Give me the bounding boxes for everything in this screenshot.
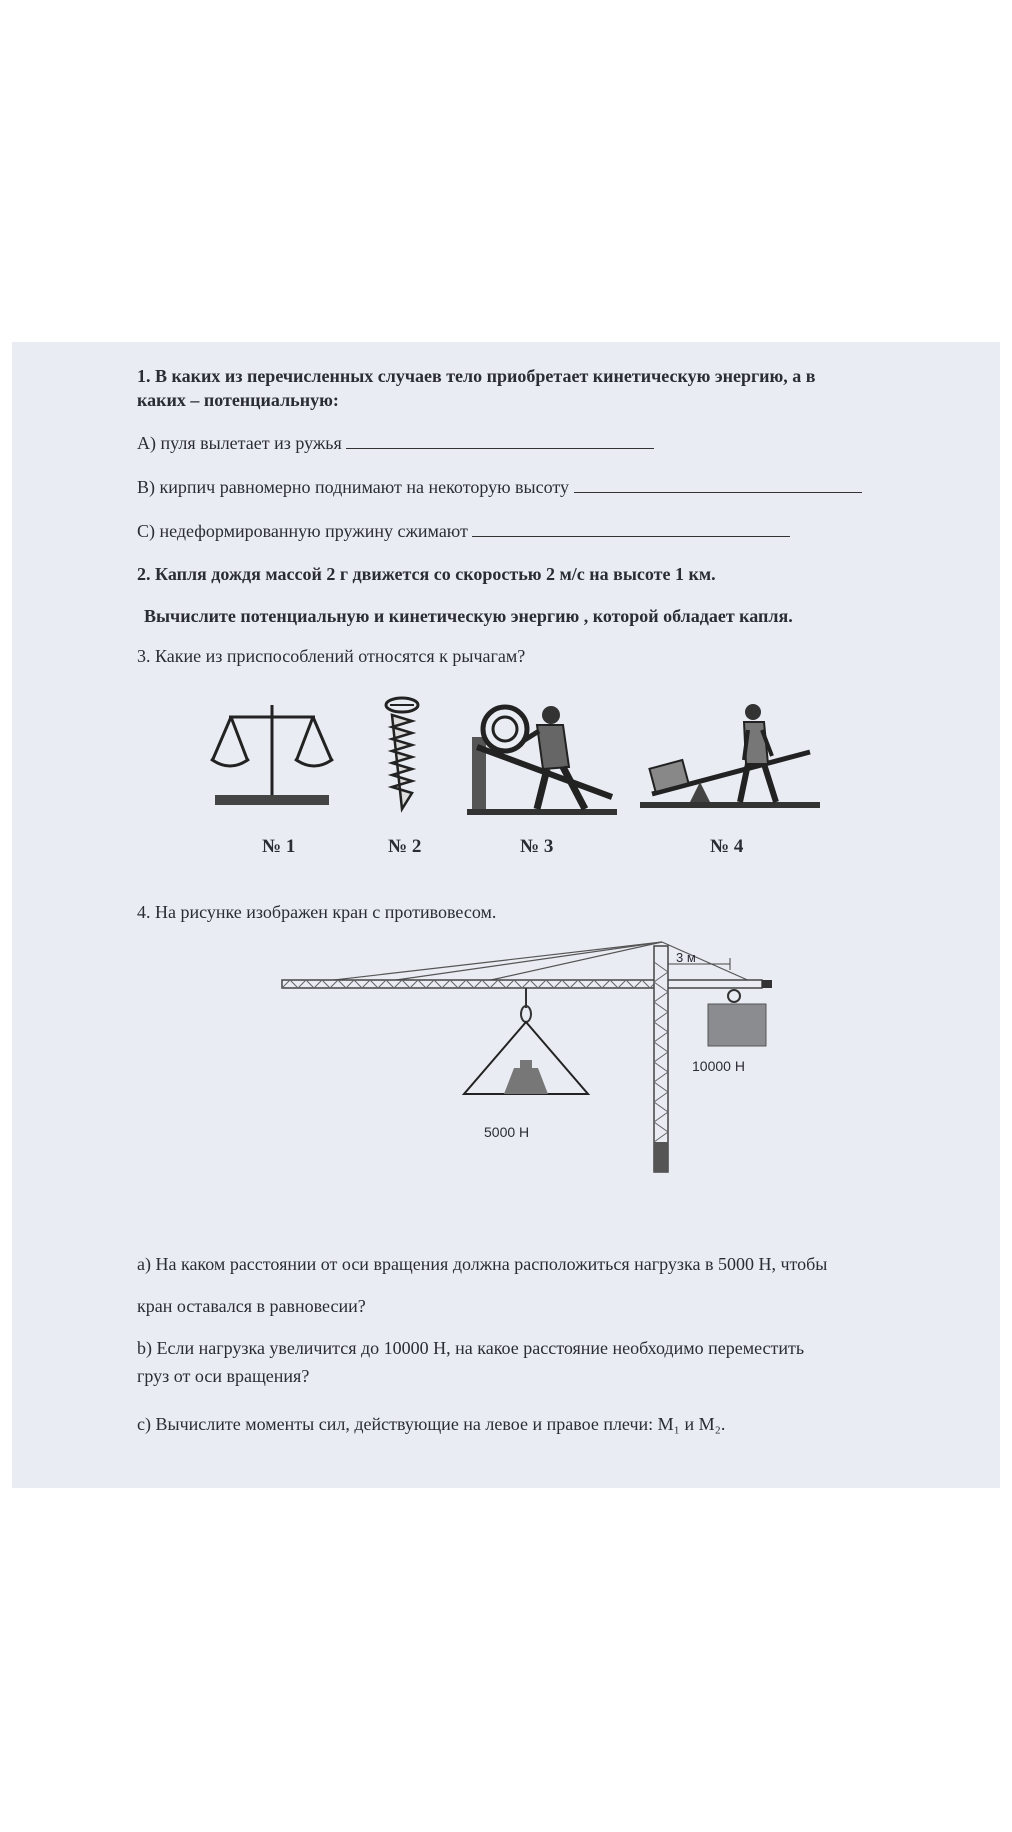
device-label-1: № 1 (262, 836, 296, 857)
q4-b-line2: груз от оси вращения? (137, 1366, 310, 1386)
q1-answer-a-blank[interactable] (346, 430, 654, 449)
q1-option-c (137, 518, 790, 543)
q4-title: 4. На рисунке изображен кран с противовесом. (137, 902, 497, 922)
q1-title-cont: каких – потенциальную: (137, 390, 339, 410)
screw-illustration (382, 697, 422, 817)
q4-c-line: с) Вычислите моменты сил, действующие на левое и правое плечи: M₁ и M₂. (137, 1414, 726, 1434)
q1-option-c-text: С) недеформированную пружину сжимают (137, 521, 468, 541)
q4-a-line2: кран оставался в равновесии? (137, 1296, 366, 1316)
q1-title: 1. В каких из перечисленных случаев тело приобретает кинетическую энергию, а в (137, 366, 816, 386)
load-label: 5000 Н (484, 1124, 530, 1140)
q3-title: 3. Какие из приспособлений относятся к рычагам? (137, 646, 526, 666)
device-label-2: № 2 (388, 836, 422, 857)
incline-worker-illustration (467, 697, 617, 822)
q2-line1: 2. Капля дождя массой 2 г движется со скоростью 2 м/с на высоте 1 км. (137, 564, 716, 584)
device-label-3: № 3 (520, 836, 554, 857)
scales-illustration (207, 697, 337, 817)
q1-answer-b-blank[interactable] (574, 474, 862, 493)
q1-answer-c-blank[interactable] (472, 518, 790, 537)
q1-option-b (137, 474, 862, 499)
device-label-4: № 4 (710, 836, 744, 857)
q4-b-line1: b) Если нагрузка увеличится до 10000 Н, на какое расстояние необходимо переместить (137, 1338, 805, 1358)
counterweight-label: 10000 Н (692, 1058, 745, 1074)
q1-option-a-text: А) пуля вылетает из ружья (137, 433, 342, 453)
q2-line2: Вычислите потенциальную и кинетическую энергию , которой обладает капля. (144, 606, 793, 626)
worksheet-page (12, 342, 1000, 1488)
q4-a-line1: а) На каком расстоянии от оси вращения должна расположиться нагрузка в 5000 Н, чтобы (137, 1254, 828, 1274)
lever-worker-illustration (640, 702, 825, 817)
distance-label: 3 м (676, 950, 696, 965)
q1-option-b-text: В) кирпич равномерно поднимают на некоторую высоту (137, 477, 570, 497)
q1-option-a (137, 430, 654, 455)
